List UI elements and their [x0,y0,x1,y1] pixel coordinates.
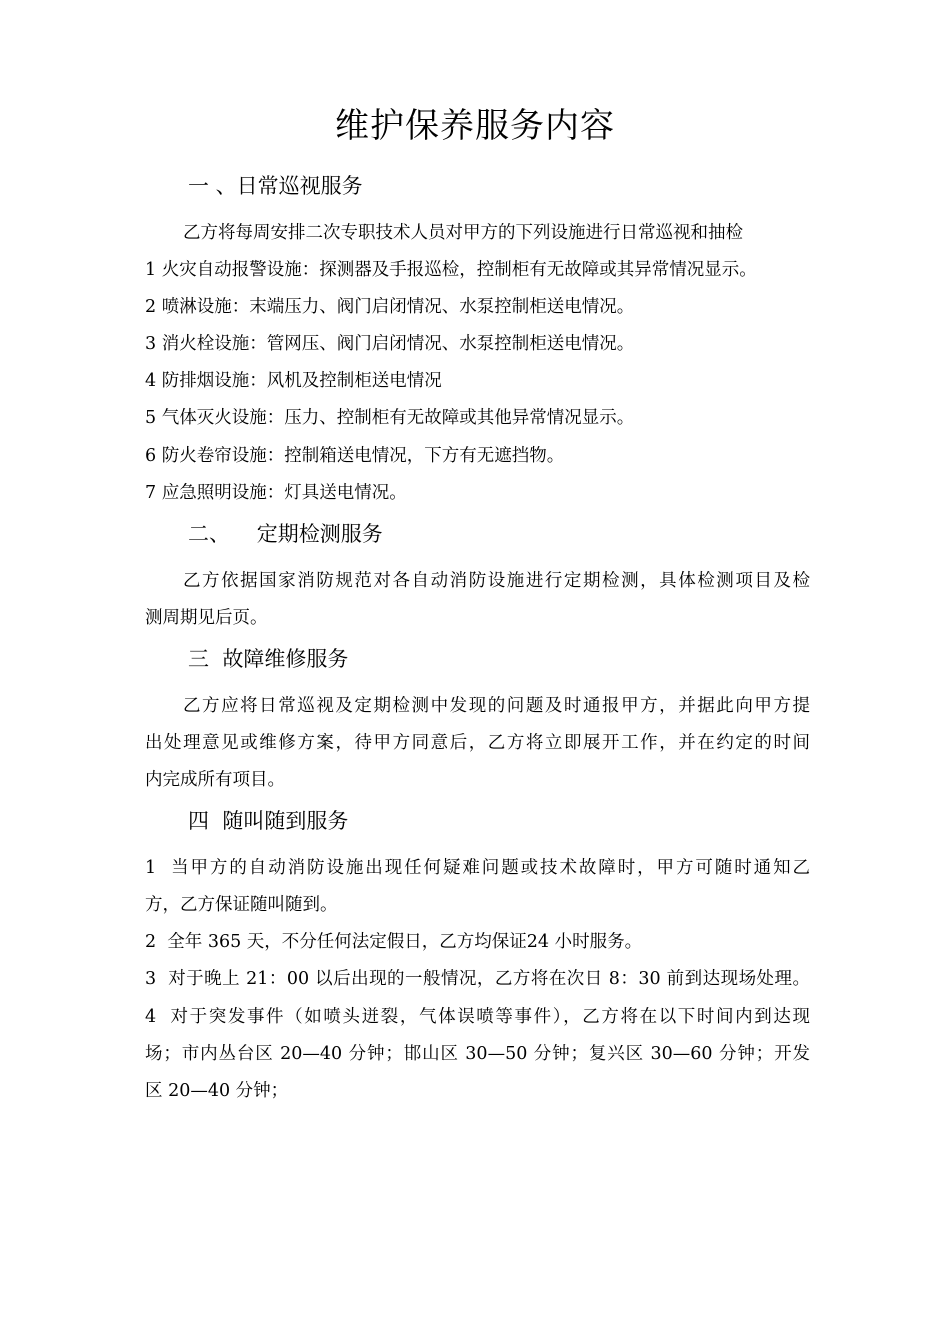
paragraph-line: 区 20—40 分钟； [145,1081,289,1101]
list-item: 4 防排烟设施：风机及控制柜送电情况 [145,371,442,391]
section-heading-on-call: 四 随叫随到服务 [188,809,349,833]
section-heading-periodic-inspection: 二、 定期检测服务 [188,522,383,546]
section-heading-daily-patrol: 一 、日常巡视服务 [188,174,363,198]
paragraph-line: 场；市内丛台区 20—40 分钟；邯山区 30—50 分钟；复兴区 30—60 分钟；开发 [145,1044,810,1064]
paragraph-line: 方，乙方保证随叫随到。 [145,895,338,915]
list-item: 2 喷淋设施：末端压力、阀门启闭情况、水泵控制柜送电情况。 [145,297,635,317]
list-item: 6 防火卷帘设施：控制箱送电情况，下方有无遮挡物。 [145,446,565,466]
list-item: 7 应急照明设施：灯具送电情况。 [145,483,407,503]
paragraph-line: 内完成所有项目。 [145,770,285,790]
paragraph-line: 3 对于晚上 21：00 以后出现的一般情况，乙方将在次日 8：30 前到达现场处理。 [145,969,810,989]
list-item: 5 气体灭火设施：压力、控制柜有无故障或其他异常情况显示。 [145,408,635,428]
paragraph-line: 测周期见后页。 [145,608,268,628]
document-title: 维护保养服务内容 [335,106,615,146]
list-item: 3 消火栓设施：管网压、阀门启闭情况、水泵控制柜送电情况。 [145,334,635,354]
list-item: 1 火灾自动报警设施：探测器及手报巡检，控制柜有无故障或其异常情况显示。 [145,260,757,280]
paragraph-line: 2 全年 365 天，不分任何法定假日，乙方均保证24 小时服务。 [145,932,643,952]
section1-intro: 乙方将每周安排二次专职技术人员对甲方的下列设施进行日常巡视和抽检 [183,223,743,243]
paragraph-line: 乙方应将日常巡视及定期检测中发现的问题及时通报甲方，并据此向甲方提 [183,696,810,716]
paragraph-line: 乙方依据国家消防规范对各自动消防设施进行定期检测，具体检测项目及检 [183,571,810,591]
paragraph-line: 出处理意见或维修方案，待甲方同意后，乙方将立即展开工作，并在约定的时间 [145,733,810,753]
paragraph-line: 4 对于突发事件（如喷头迸裂，气体误喷等事件），乙方将在以下时间内到达现 [145,1007,810,1027]
section-heading-fault-repair: 三 故障维修服务 [188,647,349,671]
paragraph-line: 1 当甲方的自动消防设施出现任何疑难问题或技术故障时，甲方可随时通知乙 [145,858,810,878]
